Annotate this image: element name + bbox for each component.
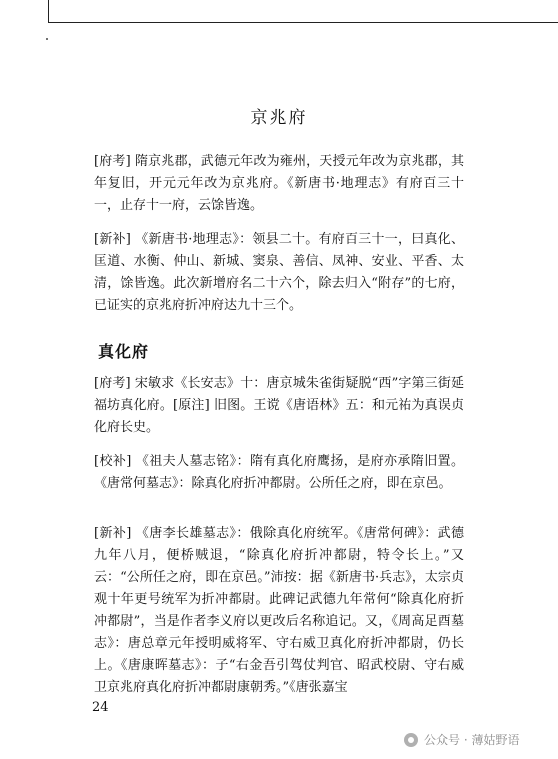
paragraph-fukao-zhenhua: [府考] 宋敏求《长安志》十：唐京城朱雀街疑脱“西”字第三街延福坊真化府。[原注] 旧图。王谠《唐语林》五：和元祐为真误贞化府长史。: [94, 376, 464, 435]
watermark: [404, 731, 519, 748]
subsection-title: 真化府: [98, 342, 150, 361]
paragraph-xinbu-jingzhao: [新补] 《新唐书·地理志》：领县二十。有府百三十一，曰真化、匡道、水衡、仲山、新城、窦泉、善信、凤神、安业、平香、太清，馀皆逸。此次新增府名二十六个，除去归入“附存”的七府，已证实的京兆府折冲府达九十三个。: [94, 232, 464, 313]
section-title: 京兆府: [250, 108, 308, 128]
watermark-text: 公众号 · 薄姑野语: [424, 733, 520, 747]
paragraph-xinbu-zhenhua: [新补] 《唐李长雄墓志》：俄除真化府统军。《唐常何碑》：武德九年八月，便桥贼退，“除真化府折冲都尉，特令长上。”又云：“公所任之府，即在京邑。”沛按：据《新唐书·兵志》，太宗贞观十年更号统军为折冲都尉。此碑记武德九年常何“除真化府折冲都尉”，当是作者李义府以更改后名称追记。又，《周高足酉墓志》：唐总章元年授明威将军、守右威卫真化府折冲都尉，仍长上。《唐康晖墓志》：子“右金吾引驾仗判官、昭武校尉、守右威卫京兆府真化府折冲都尉康朝秀。”《唐张嘉宝: [94, 526, 464, 695]
paragraph-jiaobu-zhenhua: [校补] 《祖夫人墓志铭》：隋有真化府鹰扬，是府亦承隋旧置。《唐常何墓志》：除真化府折冲都尉。公所任之府，即在京邑。: [94, 454, 464, 491]
wechat-official-account-icon: [404, 733, 418, 747]
scan-speck: [46, 38, 48, 40]
page-frame-line: [48, 0, 558, 23]
paragraph-fukao-jingzhao: [府考] 隋京兆郡，武德元年改为雍州，天授元年改为京兆郡，其年复旧，开元元年改为京兆府。《新唐书·地理志》有府百三十一，止存十一府，云馀皆逸。: [94, 154, 464, 213]
page-number: 24: [92, 700, 109, 715]
